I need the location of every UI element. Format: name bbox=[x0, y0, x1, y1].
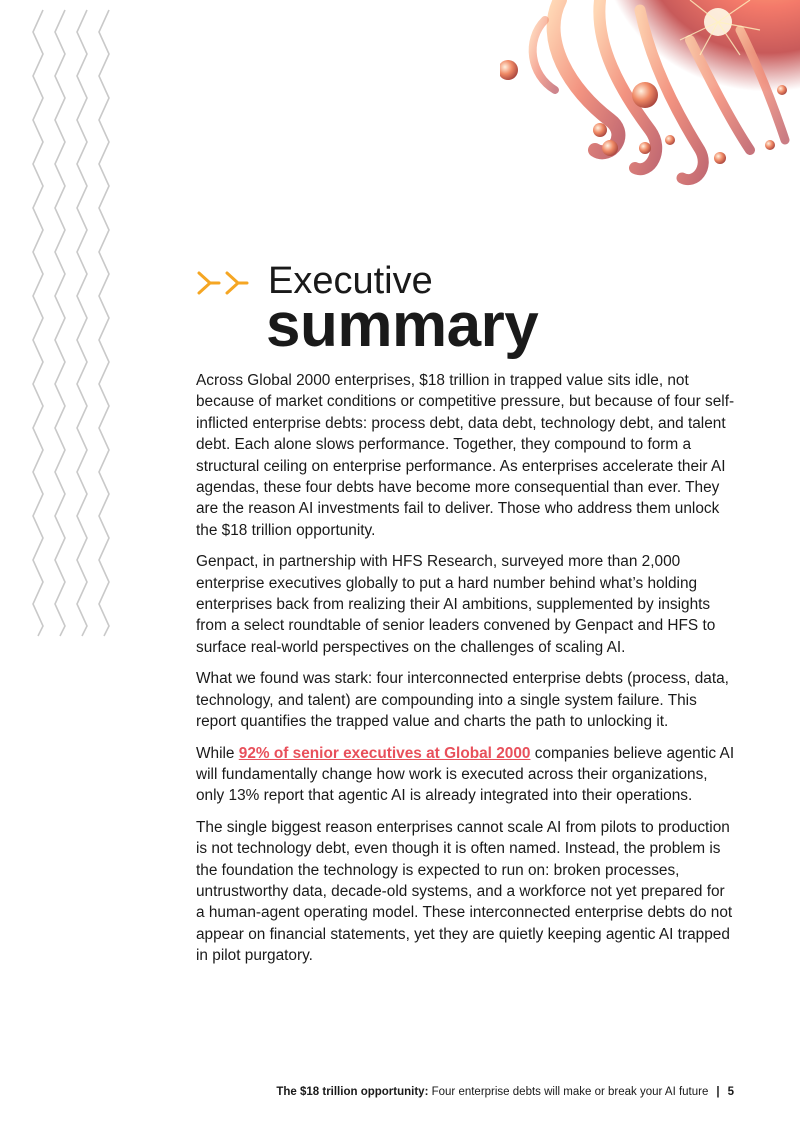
paragraph-4-rest: companies believe agentic AI will fundamentally change how work is executed across their organizations, only 13% report that agentic AI is already integrated into their operations. bbox=[196, 744, 735, 805]
page-title-line2: summary bbox=[266, 291, 539, 360]
footer-title-bold: The $18 trillion opportunity: bbox=[276, 1086, 429, 1098]
paragraph-2: Genpact, in partnership with HFS Research, surveyed more than 2,000 enterprise executives globally to put a hard number behind what’s holding enterprises back from realizing their AI ambitions, supplemented by insights from a select roundtable of senior leaders convened by Genpact and HFS to surface real-world perspectives on the challenges of scaling AI. bbox=[196, 553, 716, 656]
glass-sculpture-image bbox=[500, 0, 800, 200]
paragraph-4-lead: While bbox=[196, 744, 239, 762]
footer-separator: | bbox=[716, 1086, 720, 1098]
statistic-link[interactable]: 92% of senior executives at Global 2000 bbox=[238, 744, 531, 762]
paragraph-4 bbox=[196, 743, 736, 807]
zigzag-line bbox=[77, 10, 87, 636]
double-chevron-right-icon bbox=[196, 270, 252, 296]
body-text bbox=[196, 370, 736, 977]
zigzag-line bbox=[99, 10, 109, 636]
page-footer bbox=[276, 1086, 734, 1098]
paragraph-5: The single biggest reason enterprises cannot scale AI from pilots to production is not technology debt, even though it is often named. Instead, the problem is the foundation the technology is expected to run on: broken processes, untrustworthy data, decade-old systems, and a workforce not yet prepared for a human-agent operating model. These interconnected enterprise debts do not appear on financial statements, yet they are quietly keeping agentic AI trapped in pilot purgatory. bbox=[196, 818, 733, 965]
footer-title-rest: Four enterprise debts will make or break your AI future bbox=[428, 1086, 709, 1098]
zigzag-line bbox=[33, 10, 43, 636]
zigzag-decoration bbox=[30, 0, 120, 640]
paragraph-3: What we found was stark: four interconnected enterprise debts (process, data, technology, and talent) are compounding into a single system failure. This report quantifies the trapped value and charts the path to unlocking it. bbox=[196, 670, 729, 731]
zigzag-line bbox=[55, 10, 65, 636]
page-number: 5 bbox=[727, 1086, 734, 1098]
paragraph-1: Across Global 2000 enterprises, $18 trillion in trapped value sits idle, not because of market conditions or competitive pressure, but because of four self-inflicted enterprise debts: process debt, data debt, technology debt, and talent debt. Each alone slows performance. Together, they compound to form a structural ceiling on enterprise performance. As enterprises accelerate their AI agendas, these four debts have become more consequential than ever. They are the reason AI investments fail to deliver. Those who address them unlock the $18 trillion opportunity. bbox=[196, 372, 735, 539]
page-title-line1: Executive bbox=[268, 260, 433, 302]
